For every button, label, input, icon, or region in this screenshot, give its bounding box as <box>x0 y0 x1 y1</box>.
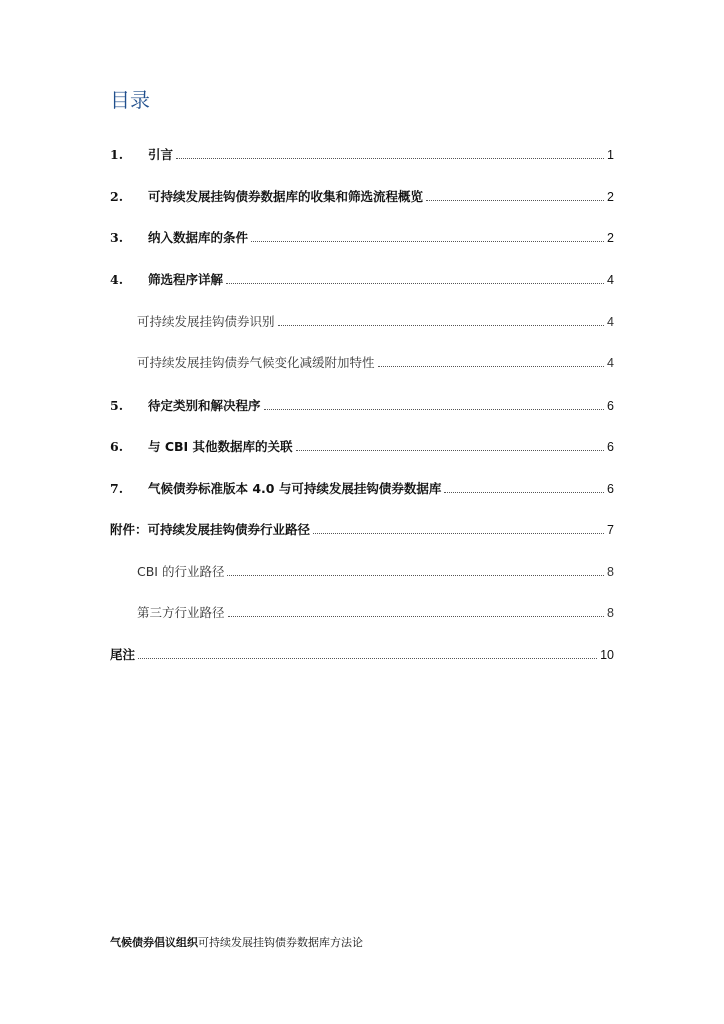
toc-entry-text: 可持续发展挂钩债券数据库的收集和筛选流程概览 <box>148 189 424 204</box>
page-footer <box>110 935 363 951</box>
toc-entry-inclusion-criteria[interactable] <box>110 228 614 246</box>
toc-page-number: 6 <box>607 482 614 496</box>
toc-page-number: 2 <box>607 231 614 245</box>
toc-entry-number: 4. <box>110 272 124 287</box>
toc-page-number: 4 <box>607 273 614 287</box>
toc-page-number: 6 <box>607 440 614 454</box>
toc-dot-leader <box>378 365 605 367</box>
toc-dot-leader <box>138 657 597 659</box>
toc-entry-standard-v4[interactable] <box>110 479 614 497</box>
toc-page-number: 1 <box>607 148 614 162</box>
toc-dot-leader <box>226 282 604 284</box>
toc-entry-number: 6. <box>110 439 124 454</box>
toc-entry-number: 3. <box>110 230 124 245</box>
toc-title: 目录 <box>110 88 150 112</box>
toc-entry-text: 与 CBI 其他数据库的关联 <box>148 439 293 454</box>
toc-page-number: 10 <box>600 648 614 662</box>
toc-entry-text: 附件：可持续发展挂钩债券行业路径 <box>110 522 311 537</box>
toc-entry-text: 筛选程序详解 <box>148 272 224 287</box>
toc-entry-endnotes[interactable] <box>110 645 614 663</box>
toc-entry-number: 2. <box>110 189 124 204</box>
toc-dot-leader <box>176 157 604 159</box>
toc-page-number: 4 <box>607 356 614 370</box>
toc-entry-text: 可持续发展挂钩债券识别 <box>137 314 275 329</box>
toc-entry-process-overview[interactable] <box>110 187 614 205</box>
toc-dot-leader <box>251 240 604 242</box>
toc-subentry-third-party-pathways[interactable] <box>137 603 614 621</box>
toc-dot-leader <box>426 199 604 201</box>
toc-entry-text: 待定类别和解决程序 <box>148 398 261 413</box>
toc-page-number: 8 <box>607 606 614 620</box>
footer-document-title: 可持续发展挂钩债券数据库方法论 <box>198 936 363 949</box>
toc-entry-number: 5. <box>110 398 124 413</box>
toc-subentry-identification[interactable] <box>137 312 614 330</box>
toc-dot-leader <box>296 449 604 451</box>
toc-entry-text: 引言 <box>148 147 174 162</box>
toc-page-number: 8 <box>607 565 614 579</box>
toc-subentry-climate-mitigation[interactable] <box>137 353 614 371</box>
toc-dot-leader <box>227 574 604 576</box>
toc-entry-number: 7. <box>110 481 124 496</box>
toc-page-number: 4 <box>607 315 614 329</box>
toc-entry-cbi-databases[interactable] <box>110 437 614 455</box>
toc-entry-text: 第三方行业路径 <box>137 605 225 620</box>
toc-entry-text: 纳入数据库的条件 <box>148 230 249 245</box>
toc-subentry-cbi-pathways[interactable] <box>137 562 614 580</box>
toc-entry-intro[interactable] <box>110 145 614 163</box>
toc-page-number: 6 <box>607 399 614 413</box>
toc-page-number: 2 <box>607 190 614 204</box>
toc-dot-leader <box>313 532 604 534</box>
toc-dot-leader <box>264 408 605 410</box>
toc-page-number: 7 <box>607 523 614 537</box>
footer-organization: 气候债券倡议组织 <box>110 936 198 949</box>
toc-entry-number: 1. <box>110 147 124 162</box>
toc-entry-screening-details[interactable] <box>110 270 614 288</box>
toc-dot-leader <box>278 324 605 326</box>
toc-dot-leader <box>444 491 604 493</box>
toc-dot-leader <box>228 615 605 617</box>
toc-entry-text: 可持续发展挂钩债券气候变化减缓附加特性 <box>137 355 375 370</box>
toc-entry-text: 气候债券标准版本 4.0 与可持续发展挂钩债券数据库 <box>148 481 442 496</box>
toc-entry-pending-categories[interactable] <box>110 396 614 414</box>
toc-entry-annex[interactable] <box>110 520 614 538</box>
toc-entry-text: 尾注 <box>110 647 136 662</box>
toc-entry-text: CBI 的行业路径 <box>137 564 225 579</box>
